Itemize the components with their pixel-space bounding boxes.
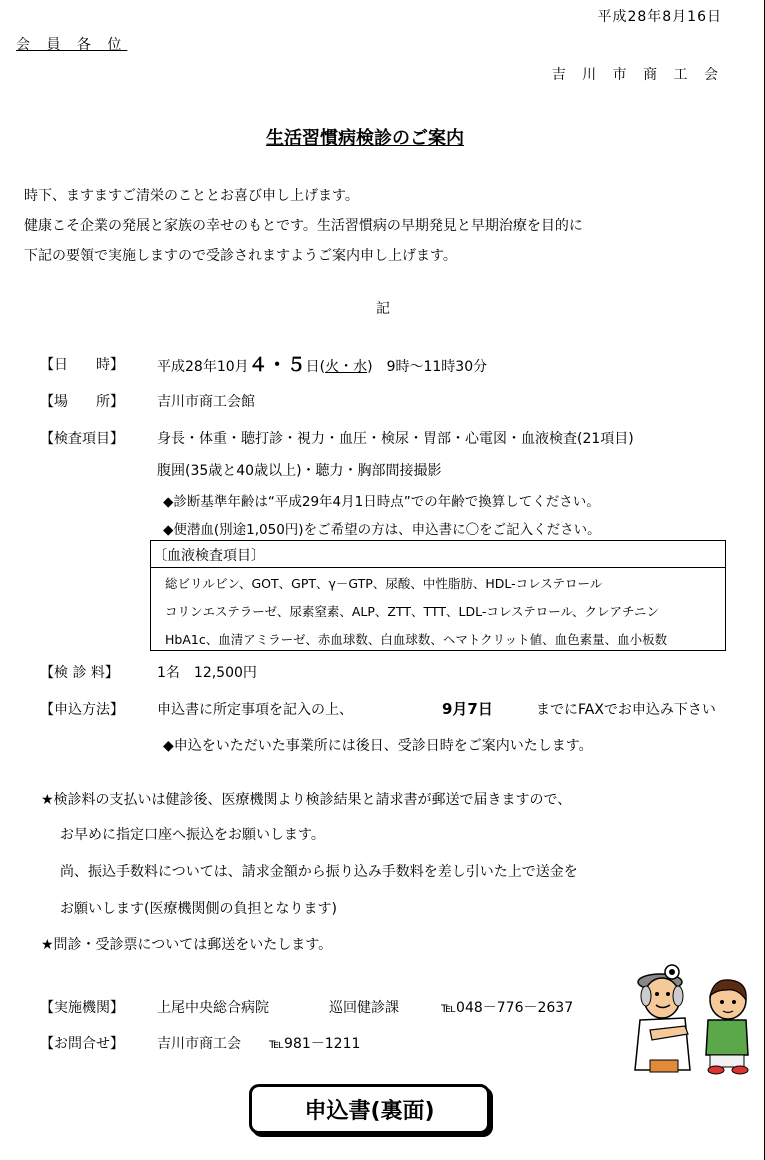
blood-tests-row: 総ビリルビン、GOT、GPT、γ－GTP、尿酸、中性脂肪、HDL-コレステロール <box>165 576 603 591</box>
provider-dept: 巡回健診課 <box>329 1000 399 1016</box>
payment-note: ★問診・受診票については郵送をいたします。 <box>41 937 333 953</box>
application-label: 【申込方法】 <box>40 702 124 718</box>
blood-tests-box <box>150 540 726 651</box>
blood-tests-row: HbA1c、血清アミラーゼ、赤血球数、白血球数、ヘマトクリット値、血色素量、血小板数 <box>165 632 668 647</box>
exam-note: ◆診断基準年齢は“平成29年4月1日時点”での年齢で換算してください。 <box>163 494 600 510</box>
payment-note: ★検診料の支払いは健診後、医療機関より検診結果と請求書が郵送で届きますので、 <box>41 792 572 808</box>
fee-value: 1名 12,500円 <box>157 665 257 681</box>
intro-line: 健康こそ企業の発展と家族の幸せのもとです。生活習慣病の早期発見と早期治療を目的に <box>24 218 583 234</box>
doctor-figure <box>635 965 690 1072</box>
document-date: 平成28年8月16日 <box>597 9 722 25</box>
payment-note: お願いします(医療機関側の負担となります) <box>60 901 337 917</box>
blood-tests-row: コリンエステラーゼ、尿素窒素、ALP、ZTT、TTT、LDL-コレステロール、クレアチニン <box>165 604 659 619</box>
exam-items-line: 身長・体重・聴打診・視力・血圧・検尿・胃部・心電図・血液検査(21項目) <box>157 431 634 447</box>
application-form-back-label: 申込書(裏面) <box>249 1084 490 1134</box>
fee-label: 【検 診 料】 <box>40 665 119 681</box>
contact-label: 【お問合せ】 <box>40 1036 124 1052</box>
payment-note: お早めに指定口座へ振込をお願いします。 <box>60 827 325 843</box>
provider-name: 上尾中央総合病院 <box>157 1000 269 1016</box>
addressee: 会 員 各 位 <box>16 37 128 53</box>
schedule-days: ４・５ <box>248 354 306 376</box>
exam-items-label: 【検査項目】 <box>40 431 124 447</box>
contact-name: 吉川市商工会 <box>157 1036 241 1052</box>
schedule-label: 【日 時】 <box>40 357 124 373</box>
blood-tests-header: 〔血液検査項目〕 <box>151 541 725 568</box>
child-figure <box>706 980 748 1074</box>
intro-line: 下記の要領で実施しますので受診されますようご案内申し上げます。 <box>24 248 457 264</box>
application-deadline: 9月7日 <box>442 700 493 718</box>
ki-heading: 記 <box>376 301 390 317</box>
exam-items-line: 腹囲(35歳と40歳以上)・聴力・胸部間接撮影 <box>157 463 442 479</box>
document-title <box>0 124 730 150</box>
schedule-time: ) 9時～11時30分 <box>367 359 488 375</box>
venue-label: 【場 所】 <box>40 394 124 410</box>
doctor-child-illustration <box>630 960 758 1078</box>
exam-note: ◆便潜血(別途1,050円)をご希望の方は、申込書に〇をご記入ください。 <box>163 522 601 538</box>
application-text: 申込書に所定事項を記入の上、 <box>157 702 353 718</box>
schedule-prefix: 平成28年10月 <box>157 359 249 375</box>
schedule-weekday: 火・水 <box>325 359 368 375</box>
payment-note: 尚、振込手数料については、請求金額から振り込み手数料を差し引いた上で送金を <box>60 864 578 880</box>
provider-label: 【実施機関】 <box>40 1000 124 1016</box>
venue-value: 吉川市商工会館 <box>157 394 255 410</box>
application-note: ◆申込をいただいた事業所には後日、受診日時をご案内いたします。 <box>163 738 593 754</box>
provider-tel: ℡048－776－2637 <box>441 1000 574 1016</box>
sender: 吉 川 市 商 工 会 <box>551 67 724 83</box>
intro-line: 時下、ますますご清栄のこととお喜び申し上げます。 <box>24 188 359 204</box>
contact-tel: ℡981－1211 <box>269 1036 361 1052</box>
schedule-value <box>157 350 487 377</box>
application-text-2: までにFAXでお申込み下さい <box>536 702 716 718</box>
document-title-text: 生活習慣病検診のご案内 <box>266 128 464 149</box>
schedule-day-suffix: 日( <box>305 359 326 375</box>
